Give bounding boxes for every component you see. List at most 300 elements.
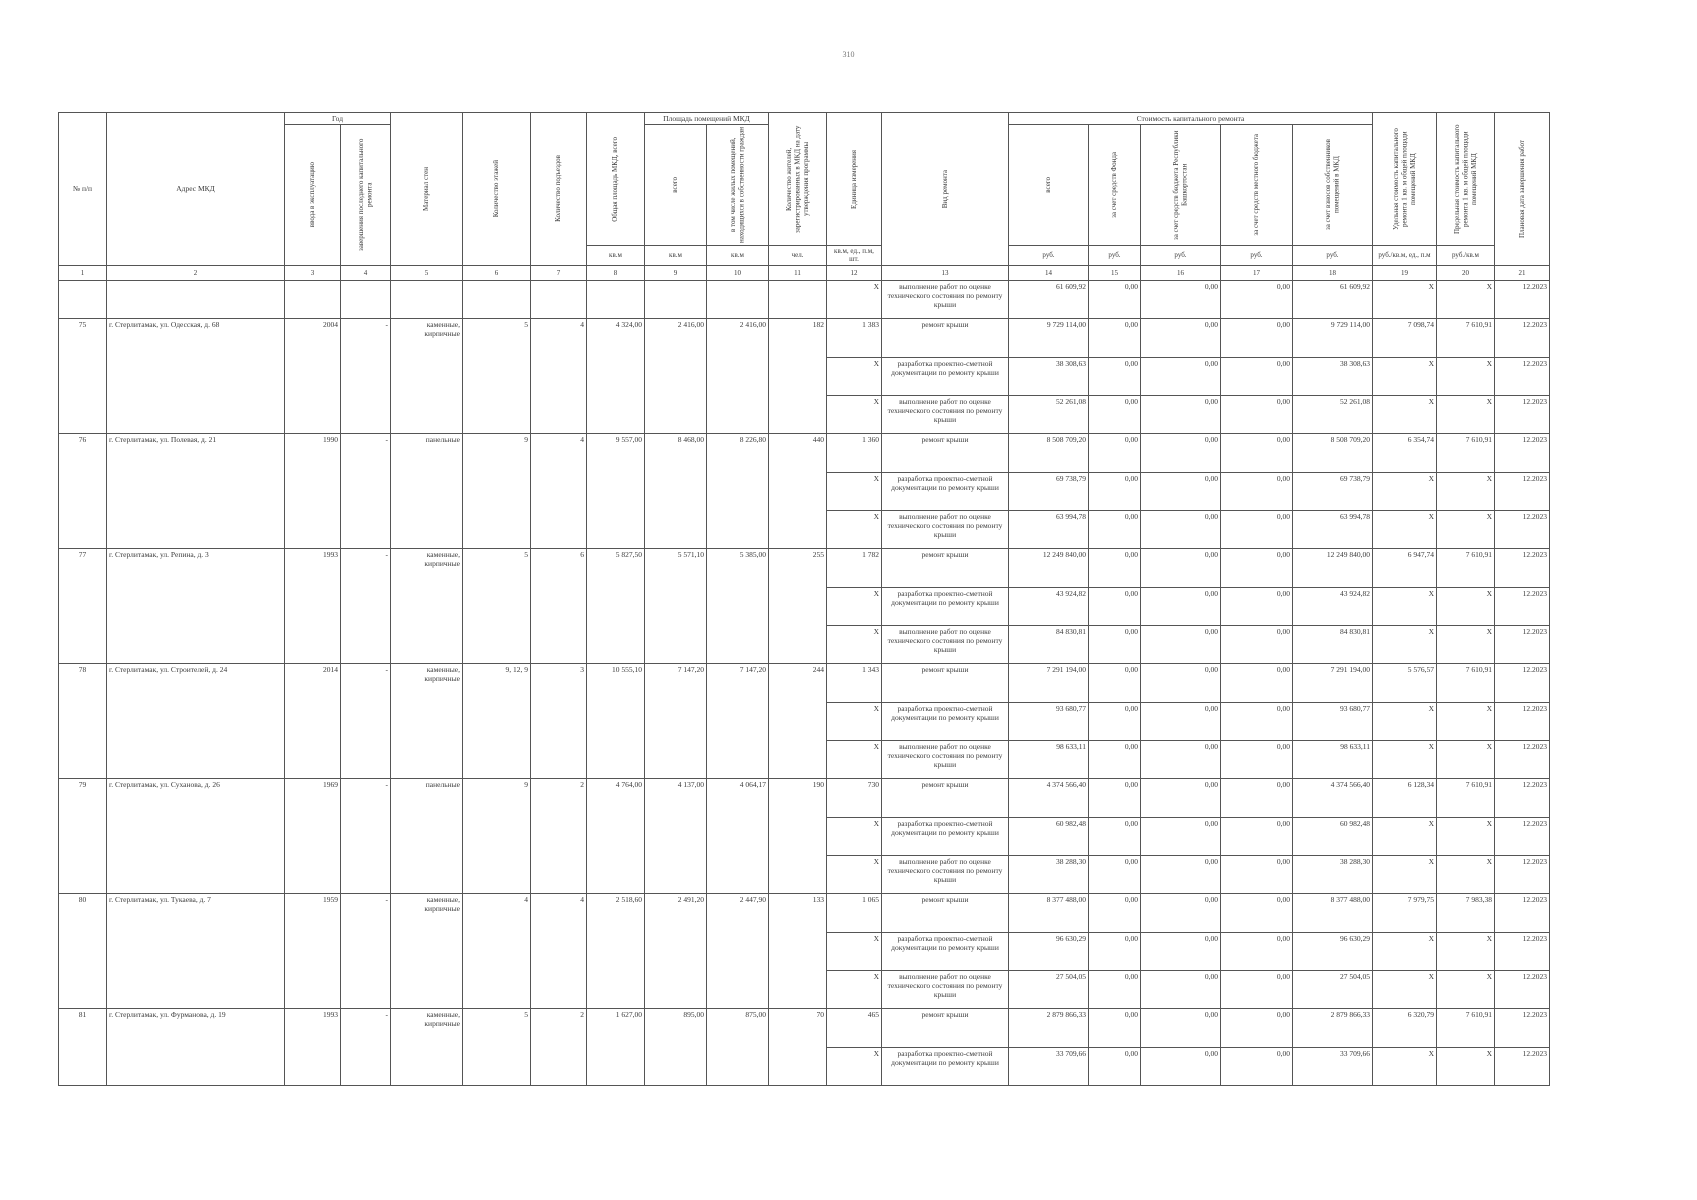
- cell-residents: 133: [769, 893, 827, 1008]
- cell-cost-local: 0,00: [1221, 893, 1293, 932]
- cell-max-cost: X: [1437, 472, 1495, 510]
- cell-unit: 465: [827, 1008, 882, 1047]
- cell-max-cost: X: [1437, 280, 1495, 318]
- hdr-deadline: Плановая дата завершения работ: [1495, 113, 1550, 266]
- hdr-year-commission: ввода в эксплуатацию: [285, 125, 341, 266]
- table-row: [59, 548, 1550, 587]
- column-number: 12: [827, 265, 882, 280]
- cell-premises-owned: 7 147,20: [707, 663, 769, 778]
- cell-unit-cost: X: [1373, 472, 1437, 510]
- cell-unit-cost: X: [1373, 587, 1437, 625]
- cell-cost-owners: 63 994,78: [1293, 510, 1373, 548]
- cell-cost-republic: 0,00: [1141, 433, 1221, 472]
- cell-deadline: 12.2023: [1495, 587, 1550, 625]
- unit-cell: кв.м: [587, 246, 645, 266]
- cell-material: каменные, кирпичные: [391, 318, 463, 433]
- cell-cost-local: 0,00: [1221, 663, 1293, 702]
- cell-cost-owners: 12 249 840,00: [1293, 548, 1373, 587]
- cell-material: панельные: [391, 778, 463, 893]
- column-number: 5: [391, 265, 463, 280]
- unit-cell: кв.м, ед., п.м, шт.: [827, 246, 882, 266]
- cell-cost-local: 0,00: [1221, 625, 1293, 663]
- hdr-year-last-repair: завершения последнего капитального ремонта: [341, 125, 391, 266]
- cell-repair-type: выполнение работ по оценке технического состояния по ремонту крыши: [882, 395, 1009, 433]
- cell-floors: 4: [463, 893, 531, 1008]
- cell-cost-republic: 0,00: [1141, 855, 1221, 893]
- table-row: [59, 318, 1550, 357]
- cell-premises-owned: 2 447,90: [707, 893, 769, 1008]
- cell-floors: 9: [463, 778, 531, 893]
- cell-residents: 440: [769, 433, 827, 548]
- cell-cost-owners: 61 609,92: [1293, 280, 1373, 318]
- cell-unit-cost: 5 576,57: [1373, 663, 1437, 702]
- cell-cost-local: 0,00: [1221, 1008, 1293, 1047]
- cell-entrances: 4: [531, 893, 587, 1008]
- cell-repair-type: разработка проектно-сметной документации по ремонту крыши: [882, 472, 1009, 510]
- cell-repair-type: разработка проектно-сметной документации по ремонту крыши: [882, 1047, 1009, 1085]
- cell-repair-type: выполнение работ по оценке технического состояния по ремонту крыши: [882, 855, 1009, 893]
- cell-cost-fund: 0,00: [1089, 855, 1141, 893]
- cell-cost-total: 9 729 114,00: [1009, 318, 1089, 357]
- table-row: [59, 1008, 1550, 1047]
- hdr-cost-owners: за счет взносов собственников помещений в МКД: [1293, 125, 1373, 246]
- cell-cost-fund: 0,00: [1089, 740, 1141, 778]
- cell-cost-owners: 33 709,66: [1293, 1047, 1373, 1085]
- cell-last-repair: -: [341, 1008, 391, 1085]
- cell-empty: [391, 280, 463, 318]
- column-number: 9: [645, 265, 707, 280]
- hdr-address: Адрес МКД: [107, 113, 285, 266]
- cell-unit: X: [827, 625, 882, 663]
- cell-deadline: 12.2023: [1495, 280, 1550, 318]
- cell-cost-fund: 0,00: [1089, 663, 1141, 702]
- cell-empty: [531, 280, 587, 318]
- cell-repair-type: ремонт крыши: [882, 778, 1009, 817]
- cell-cost-fund: 0,00: [1089, 893, 1141, 932]
- cell-cost-republic: 0,00: [1141, 395, 1221, 433]
- cell-unit-cost: 6 947,74: [1373, 548, 1437, 587]
- cell-cost-local: 0,00: [1221, 740, 1293, 778]
- cell-repair-type: выполнение работ по оценке технического состояния по ремонту крыши: [882, 740, 1009, 778]
- cell-cost-fund: 0,00: [1089, 548, 1141, 587]
- cell-cost-owners: 8 377 488,00: [1293, 893, 1373, 932]
- cell-cost-republic: 0,00: [1141, 280, 1221, 318]
- cell-cost-republic: 0,00: [1141, 778, 1221, 817]
- cell-year: 1993: [285, 1008, 341, 1085]
- hdr-material: Материал стен: [391, 113, 463, 266]
- cell-max-cost: X: [1437, 395, 1495, 433]
- cell-cost-local: 0,00: [1221, 395, 1293, 433]
- cell-residents: 190: [769, 778, 827, 893]
- cell-repair-type: ремонт крыши: [882, 663, 1009, 702]
- cell-deadline: 12.2023: [1495, 1008, 1550, 1047]
- cell-address: г. Стерлитамак, ул. Строителей, д. 24: [107, 663, 285, 778]
- cell-deadline: 12.2023: [1495, 510, 1550, 548]
- cell-cost-republic: 0,00: [1141, 1008, 1221, 1047]
- cell-entrances: 4: [531, 318, 587, 433]
- cell-unit-cost: X: [1373, 740, 1437, 778]
- cell-floors: 5: [463, 548, 531, 663]
- cell-premises-total: 7 147,20: [645, 663, 707, 778]
- cell-max-cost: X: [1437, 357, 1495, 395]
- cell-cost-total: 4 374 566,40: [1009, 778, 1089, 817]
- cell-cost-owners: 4 374 566,40: [1293, 778, 1373, 817]
- table-row: [59, 893, 1550, 932]
- unit-cell: руб.: [1141, 246, 1221, 266]
- cell-max-cost: X: [1437, 1047, 1495, 1085]
- cell-cost-republic: 0,00: [1141, 663, 1221, 702]
- cell-last-repair: -: [341, 663, 391, 778]
- cell-cost-local: 0,00: [1221, 778, 1293, 817]
- cell-num: 76: [59, 433, 107, 548]
- cell-repair-type: разработка проектно-сметной документации по ремонту крыши: [882, 702, 1009, 740]
- cell-repair-type: разработка проектно-сметной документации по ремонту крыши: [882, 932, 1009, 970]
- cell-unit: X: [827, 357, 882, 395]
- column-number: 14: [1009, 265, 1089, 280]
- cell-cost-fund: 0,00: [1089, 433, 1141, 472]
- page-number: 310: [842, 50, 855, 59]
- cell-max-cost: 7 610,91: [1437, 778, 1495, 817]
- hdr-cost-group: Стоимость капитального ремонта: [1009, 113, 1373, 125]
- cell-cost-fund: 0,00: [1089, 280, 1141, 318]
- unit-cell: руб.: [1221, 246, 1293, 266]
- cell-address: г. Стерлитамак, ул. Одесская, д. 68: [107, 318, 285, 433]
- cell-max-cost: X: [1437, 587, 1495, 625]
- cell-total-area: 1 627,00: [587, 1008, 645, 1085]
- table-row: [59, 433, 1550, 472]
- cell-entrances: 2: [531, 1008, 587, 1085]
- column-number: 21: [1495, 265, 1550, 280]
- cell-year: 2004: [285, 318, 341, 433]
- cell-total-area: 10 555,10: [587, 663, 645, 778]
- table-body: [59, 280, 1550, 1085]
- cell-cost-local: 0,00: [1221, 510, 1293, 548]
- cell-cost-total: 8 377 488,00: [1009, 893, 1089, 932]
- cell-entrances: 6: [531, 548, 587, 663]
- cell-unit-cost: X: [1373, 932, 1437, 970]
- hdr-cost-total: всего: [1009, 125, 1089, 246]
- cell-unit-cost: 6 320,79: [1373, 1008, 1437, 1047]
- cell-repair-type: разработка проектно-сметной документации по ремонту крыши: [882, 587, 1009, 625]
- unit-cell: руб./кв.м: [1437, 246, 1495, 266]
- cell-premises-total: 4 137,00: [645, 778, 707, 893]
- cell-deadline: 12.2023: [1495, 395, 1550, 433]
- cell-max-cost: X: [1437, 970, 1495, 1008]
- column-number: 8: [587, 265, 645, 280]
- cell-unit: 730: [827, 778, 882, 817]
- cell-cost-local: 0,00: [1221, 855, 1293, 893]
- cell-num: 75: [59, 318, 107, 433]
- cell-cost-fund: 0,00: [1089, 778, 1141, 817]
- cell-repair-type: ремонт крыши: [882, 893, 1009, 932]
- cell-deadline: 12.2023: [1495, 663, 1550, 702]
- cell-unit: 1 360: [827, 433, 882, 472]
- column-number: 20: [1437, 265, 1495, 280]
- cell-cost-local: 0,00: [1221, 548, 1293, 587]
- column-number: 2: [107, 265, 285, 280]
- cell-max-cost: X: [1437, 702, 1495, 740]
- cell-empty: [645, 280, 707, 318]
- cell-num: 77: [59, 548, 107, 663]
- hdr-year-group: Год: [285, 113, 391, 125]
- cell-year: 1959: [285, 893, 341, 1008]
- cell-last-repair: -: [341, 548, 391, 663]
- cell-num: 79: [59, 778, 107, 893]
- cell-cost-total: 2 879 866,33: [1009, 1008, 1089, 1047]
- cell-max-cost: X: [1437, 510, 1495, 548]
- cell-repair-type: выполнение работ по оценке технического состояния по ремонту крыши: [882, 280, 1009, 318]
- cell-material: панельные: [391, 433, 463, 548]
- cell-unit-cost: X: [1373, 970, 1437, 1008]
- hdr-cost-republic: за счет средств бюджета Республики Башкортостан: [1141, 125, 1221, 246]
- cell-cost-fund: 0,00: [1089, 587, 1141, 625]
- cell-cost-total: 61 609,92: [1009, 280, 1089, 318]
- column-number: 19: [1373, 265, 1437, 280]
- cell-premises-owned: 875,00: [707, 1008, 769, 1085]
- cell-unit-cost: X: [1373, 357, 1437, 395]
- cell-premises-owned: 2 416,00: [707, 318, 769, 433]
- cell-unit-cost: 6 354,74: [1373, 433, 1437, 472]
- cell-cost-republic: 0,00: [1141, 893, 1221, 932]
- cell-unit: X: [827, 817, 882, 855]
- cell-cost-owners: 60 982,48: [1293, 817, 1373, 855]
- cell-repair-type: выполнение работ по оценке технического состояния по ремонту крыши: [882, 625, 1009, 663]
- cell-unit-cost: X: [1373, 702, 1437, 740]
- cell-cost-republic: 0,00: [1141, 970, 1221, 1008]
- cell-cost-fund: 0,00: [1089, 1008, 1141, 1047]
- cell-floors: 9, 12, 9: [463, 663, 531, 778]
- cell-total-area: 4 324,00: [587, 318, 645, 433]
- cell-deadline: 12.2023: [1495, 472, 1550, 510]
- hdr-premises-owned: в том числе жилых помещений, находящихся в собственности граждан: [707, 125, 769, 246]
- cell-cost-fund: 0,00: [1089, 817, 1141, 855]
- cell-address: г. Стерлитамак, ул. Репина, д. 3: [107, 548, 285, 663]
- cell-cost-fund: 0,00: [1089, 970, 1141, 1008]
- cell-total-area: 2 518,60: [587, 893, 645, 1008]
- cell-premises-total: 8 468,00: [645, 433, 707, 548]
- cell-deadline: 12.2023: [1495, 817, 1550, 855]
- cell-cost-total: 84 830,81: [1009, 625, 1089, 663]
- cell-deadline: 12.2023: [1495, 433, 1550, 472]
- cell-material: каменные, кирпичные: [391, 1008, 463, 1085]
- cell-last-repair: -: [341, 318, 391, 433]
- column-number: 18: [1293, 265, 1373, 280]
- cell-year: 2014: [285, 663, 341, 778]
- cell-repair-type: разработка проектно-сметной документации по ремонту крыши: [882, 817, 1009, 855]
- cell-unit: X: [827, 587, 882, 625]
- cell-unit-cost: X: [1373, 510, 1437, 548]
- cell-unit-cost: X: [1373, 395, 1437, 433]
- cell-deadline: 12.2023: [1495, 893, 1550, 932]
- cell-cost-total: 8 508 709,20: [1009, 433, 1089, 472]
- cell-cost-owners: 93 680,77: [1293, 702, 1373, 740]
- cell-residents: 70: [769, 1008, 827, 1085]
- cell-deadline: 12.2023: [1495, 1047, 1550, 1085]
- cell-cost-local: 0,00: [1221, 280, 1293, 318]
- hdr-entrances: Количество подъездов: [531, 113, 587, 266]
- cell-max-cost: X: [1437, 855, 1495, 893]
- cell-cost-local: 0,00: [1221, 357, 1293, 395]
- hdr-unit: Единица измерения: [827, 113, 882, 246]
- cell-cost-fund: 0,00: [1089, 357, 1141, 395]
- cell-unit: X: [827, 510, 882, 548]
- unit-cell: чел.: [769, 246, 827, 266]
- cell-cost-total: 7 291 194,00: [1009, 663, 1089, 702]
- cell-num: 78: [59, 663, 107, 778]
- cell-repair-type: разработка проектно-сметной документации по ремонту крыши: [882, 357, 1009, 395]
- unit-cell: руб./кв.м, ед., п.м: [1373, 246, 1437, 266]
- cell-cost-fund: 0,00: [1089, 932, 1141, 970]
- cell-cost-owners: 69 738,79: [1293, 472, 1373, 510]
- cell-deadline: 12.2023: [1495, 740, 1550, 778]
- cell-empty: [59, 280, 107, 318]
- cell-cost-republic: 0,00: [1141, 510, 1221, 548]
- cell-cost-total: 38 308,63: [1009, 357, 1089, 395]
- unit-cell: кв.м: [645, 246, 707, 266]
- cell-max-cost: X: [1437, 932, 1495, 970]
- cell-cost-republic: 0,00: [1141, 587, 1221, 625]
- cell-address: г. Стерлитамак, ул. Полевая, д. 21: [107, 433, 285, 548]
- cell-cost-total: 27 504,05: [1009, 970, 1089, 1008]
- cell-empty: [107, 280, 285, 318]
- table-header: [59, 113, 1550, 281]
- cell-deadline: 12.2023: [1495, 357, 1550, 395]
- hdr-cost-fund: за счет средств Фонда: [1089, 125, 1141, 246]
- cell-premises-total: 2 416,00: [645, 318, 707, 433]
- hdr-premises-group: Площадь помещений МКД: [645, 113, 769, 125]
- cell-cost-republic: 0,00: [1141, 318, 1221, 357]
- cell-premises-owned: 4 064,17: [707, 778, 769, 893]
- cell-total-area: 5 827,50: [587, 548, 645, 663]
- cell-cost-local: 0,00: [1221, 472, 1293, 510]
- cell-cost-republic: 0,00: [1141, 357, 1221, 395]
- cell-unit: 1 343: [827, 663, 882, 702]
- cell-unit: 1 782: [827, 548, 882, 587]
- cell-floors: 5: [463, 1008, 531, 1085]
- cell-cost-fund: 0,00: [1089, 395, 1141, 433]
- cell-cost-local: 0,00: [1221, 587, 1293, 625]
- cell-cost-local: 0,00: [1221, 817, 1293, 855]
- unit-cell: руб.: [1009, 246, 1089, 266]
- cell-unit: X: [827, 280, 882, 318]
- cell-empty: [463, 280, 531, 318]
- column-number: 17: [1221, 265, 1293, 280]
- cell-unit: X: [827, 395, 882, 433]
- cell-cost-local: 0,00: [1221, 702, 1293, 740]
- cell-total-area: 9 557,00: [587, 433, 645, 548]
- column-number: 15: [1089, 265, 1141, 280]
- hdr-max-cost: Предельная стоимость капитального ремонта 1 кв. м общей площади помещений МКД: [1437, 113, 1495, 246]
- cell-deadline: 12.2023: [1495, 855, 1550, 893]
- cell-cost-total: 38 288,30: [1009, 855, 1089, 893]
- cell-max-cost: X: [1437, 817, 1495, 855]
- cell-cost-fund: 0,00: [1089, 702, 1141, 740]
- cell-max-cost: 7 610,91: [1437, 663, 1495, 702]
- cell-unit: X: [827, 472, 882, 510]
- cell-entrances: 4: [531, 433, 587, 548]
- cell-unit: X: [827, 702, 882, 740]
- cell-cost-republic: 0,00: [1141, 702, 1221, 740]
- cell-address: г. Стерлитамак, ул. Суханова, д. 26: [107, 778, 285, 893]
- cell-cost-total: 98 633,11: [1009, 740, 1089, 778]
- cell-deadline: 12.2023: [1495, 702, 1550, 740]
- cell-cost-republic: 0,00: [1141, 817, 1221, 855]
- cell-last-repair: -: [341, 433, 391, 548]
- cell-cost-fund: 0,00: [1089, 472, 1141, 510]
- cell-cost-owners: 27 504,05: [1293, 970, 1373, 1008]
- cell-material: каменные, кирпичные: [391, 548, 463, 663]
- cell-max-cost: X: [1437, 625, 1495, 663]
- cell-deadline: 12.2023: [1495, 318, 1550, 357]
- cell-total-area: 4 764,00: [587, 778, 645, 893]
- unit-cell: руб.: [1089, 246, 1141, 266]
- cell-material: каменные, кирпичные: [391, 663, 463, 778]
- cell-residents: 244: [769, 663, 827, 778]
- table-row: [59, 280, 1550, 318]
- cell-unit-cost: 7 979,75: [1373, 893, 1437, 932]
- cell-unit: X: [827, 1047, 882, 1085]
- hdr-cost-local: за счет средств местного бюджета: [1221, 125, 1293, 246]
- cell-cost-local: 0,00: [1221, 970, 1293, 1008]
- cell-cost-owners: 52 261,08: [1293, 395, 1373, 433]
- cell-num: 81: [59, 1008, 107, 1085]
- cell-deadline: 12.2023: [1495, 778, 1550, 817]
- cell-cost-republic: 0,00: [1141, 932, 1221, 970]
- cell-cost-owners: 9 729 114,00: [1293, 318, 1373, 357]
- cell-empty: [707, 280, 769, 318]
- cell-repair-type: ремонт крыши: [882, 433, 1009, 472]
- cell-cost-total: 60 982,48: [1009, 817, 1089, 855]
- cell-repair-type: выполнение работ по оценке технического состояния по ремонту крыши: [882, 510, 1009, 548]
- cell-last-repair: -: [341, 778, 391, 893]
- cell-deadline: 12.2023: [1495, 548, 1550, 587]
- cell-max-cost: 7 610,91: [1437, 318, 1495, 357]
- unit-cell: руб.: [1293, 246, 1373, 266]
- cell-cost-local: 0,00: [1221, 1047, 1293, 1085]
- cell-year: 1993: [285, 548, 341, 663]
- cell-unit-cost: 7 098,74: [1373, 318, 1437, 357]
- hdr-total-area: Общая площадь МКД, всего: [587, 113, 645, 246]
- column-number: 6: [463, 265, 531, 280]
- cell-address: г. Стерлитамак, ул. Тукаева, д. 7: [107, 893, 285, 1008]
- cell-entrances: 2: [531, 778, 587, 893]
- unit-cell: кв.м: [707, 246, 769, 266]
- column-number: 1: [59, 265, 107, 280]
- cell-cost-total: 43 924,82: [1009, 587, 1089, 625]
- cell-premises-total: 5 571,10: [645, 548, 707, 663]
- cell-last-repair: -: [341, 893, 391, 1008]
- table-row: [59, 663, 1550, 702]
- cell-residents: 182: [769, 318, 827, 433]
- cell-material: каменные, кирпичные: [391, 893, 463, 1008]
- cell-premises-owned: 8 226,80: [707, 433, 769, 548]
- cell-unit-cost: 6 128,34: [1373, 778, 1437, 817]
- cell-cost-owners: 98 633,11: [1293, 740, 1373, 778]
- cell-entrances: 3: [531, 663, 587, 778]
- hdr-repair-type: Вид ремонта: [882, 113, 1009, 266]
- column-number: 7: [531, 265, 587, 280]
- cell-empty: [341, 280, 391, 318]
- cell-cost-owners: 96 630,29: [1293, 932, 1373, 970]
- hdr-num: № п/п: [59, 113, 107, 266]
- cell-num: 80: [59, 893, 107, 1008]
- cell-unit-cost: X: [1373, 1047, 1437, 1085]
- cell-empty: [587, 280, 645, 318]
- hdr-unit-cost: Удельная стоимость капитального ремонта 1 кв. м общей площади помещений МКД: [1373, 113, 1437, 246]
- cell-cost-owners: 84 830,81: [1293, 625, 1373, 663]
- column-number: 13: [882, 265, 1009, 280]
- cell-unit: X: [827, 740, 882, 778]
